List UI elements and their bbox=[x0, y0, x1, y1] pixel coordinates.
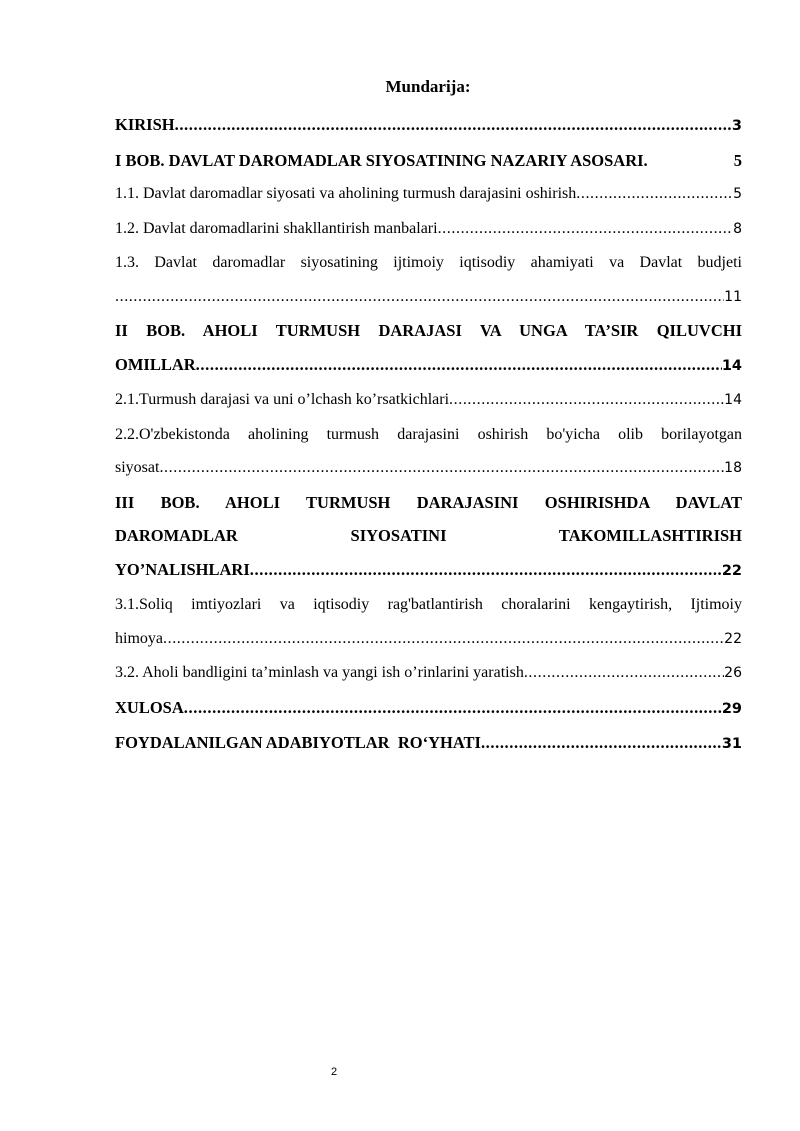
toc-entry-3-1[interactable] bbox=[115, 588, 742, 656]
toc-entry-label: 2.1.Turmush darajasi va uni o’lchash ko’rsatkichlari bbox=[115, 391, 450, 408]
toc-dot-leader bbox=[524, 656, 724, 690]
toc-entry-label: 3.2. Aholi bandligini ta’minlash va yangi ish o’rinlarini yaratish bbox=[115, 664, 524, 681]
page-title: Mundarija: bbox=[385, 77, 471, 96]
toc-entry-line: 1.3. Davlat daromadlar siyosatining ijtimoiy iqtisodiy ahamiyati va Davlat budjeti bbox=[115, 254, 742, 271]
toc-entry-line: 3.1.Soliq imtiyozlari va iqtisodiy rag'batlantirish choralarini kengaytirish, Ijtimoiy bbox=[115, 596, 742, 613]
toc-entry-kirish[interactable] bbox=[115, 108, 742, 144]
toc-entry-2-2[interactable] bbox=[115, 418, 742, 486]
toc-entry-label: siyosat bbox=[115, 459, 160, 476]
toc-page-number: 14 bbox=[721, 357, 742, 374]
toc-page-number: 5 bbox=[733, 150, 742, 170]
toc-page-number: 31 bbox=[721, 736, 742, 752]
toc-entry-xulosa[interactable] bbox=[115, 691, 742, 727]
toc-entry-line: 2.2.O'zbekistonda aholining turmush darajasini oshirish bo'yicha olib borilayotgan bbox=[115, 425, 742, 443]
toc-dot-leader bbox=[175, 108, 732, 142]
toc-dot-leader bbox=[184, 691, 722, 725]
toc-dot-leader bbox=[438, 212, 734, 246]
toc-entry-1-1[interactable] bbox=[115, 177, 742, 212]
toc-page-number: 14 bbox=[724, 392, 742, 408]
toc-page-number: 26 bbox=[724, 665, 742, 681]
toc-dot-leader bbox=[576, 177, 733, 211]
toc-entry-label: XULOSA bbox=[115, 697, 184, 717]
toc-entry-1-3[interactable] bbox=[115, 246, 742, 314]
toc-entry-bob3[interactable] bbox=[115, 486, 742, 589]
toc-entry-bob1[interactable] bbox=[115, 144, 742, 178]
toc-entry-line: III BOB. AHOLI TURMUSH DARAJASINI OSHIRISHDA DAVLAT bbox=[115, 492, 742, 512]
page-number: 2 bbox=[330, 1066, 338, 1078]
toc-entry-label: OMILLAR bbox=[115, 354, 196, 374]
toc-page-number: 29 bbox=[721, 700, 742, 717]
toc-entry-1-2[interactable] bbox=[115, 212, 742, 247]
toc-page-number: 22 bbox=[724, 630, 742, 647]
toc-entry-line: DAROMADLAR SIYOSATINI TAKOMILLASHTIRISH bbox=[115, 526, 742, 545]
toc-entry-label: himoya bbox=[115, 629, 163, 647]
toc-page-number: 11 bbox=[724, 288, 742, 305]
toc-entry-label: 1.1. Davlat daromadlar siyosati va aholining turmush darajasini oshirish bbox=[115, 185, 577, 202]
toc-page-number: 8 bbox=[733, 220, 742, 237]
toc-dot-leader bbox=[449, 383, 724, 417]
toc-entry-label: 1.2. Davlat daromadlarini shakllantirish manbalari bbox=[115, 219, 438, 237]
toc-entry-2-1[interactable] bbox=[115, 383, 742, 418]
toc-dot-leader bbox=[163, 622, 724, 656]
toc-entry-bob2[interactable] bbox=[115, 314, 742, 383]
toc-dot-leader bbox=[196, 348, 722, 382]
toc-dot-leader bbox=[250, 553, 722, 587]
toc-entry-label: I BOB. DAVLAT DAROMADLAR SIYOSATINING NAZARIY ASOSARI. bbox=[115, 150, 648, 170]
table-of-contents bbox=[115, 108, 742, 762]
toc-page-number: 5 bbox=[733, 186, 742, 202]
toc-page-number: 22 bbox=[721, 562, 742, 579]
toc-dot-leader bbox=[481, 726, 722, 760]
toc-entry-3-2[interactable] bbox=[115, 656, 742, 691]
toc-entry-label: KIRISH bbox=[115, 115, 175, 134]
toc-page-number: 18 bbox=[724, 460, 742, 476]
toc-dot-leader bbox=[159, 451, 724, 485]
toc-page-number: 3 bbox=[731, 118, 742, 134]
toc-dot-leader bbox=[115, 280, 724, 314]
toc-entry-label: YO’NALISHLARI bbox=[115, 559, 250, 579]
toc-entry-line: II BOB. AHOLI TURMUSH DARAJASI VA UNGA TA’SIR QILUVCHI bbox=[115, 321, 742, 340]
toc-entry-adabiyotlar[interactable] bbox=[115, 726, 742, 762]
toc-entry-label: FOYDALANILGAN ADABIYOTLAR RO‘YHATI bbox=[115, 733, 481, 752]
